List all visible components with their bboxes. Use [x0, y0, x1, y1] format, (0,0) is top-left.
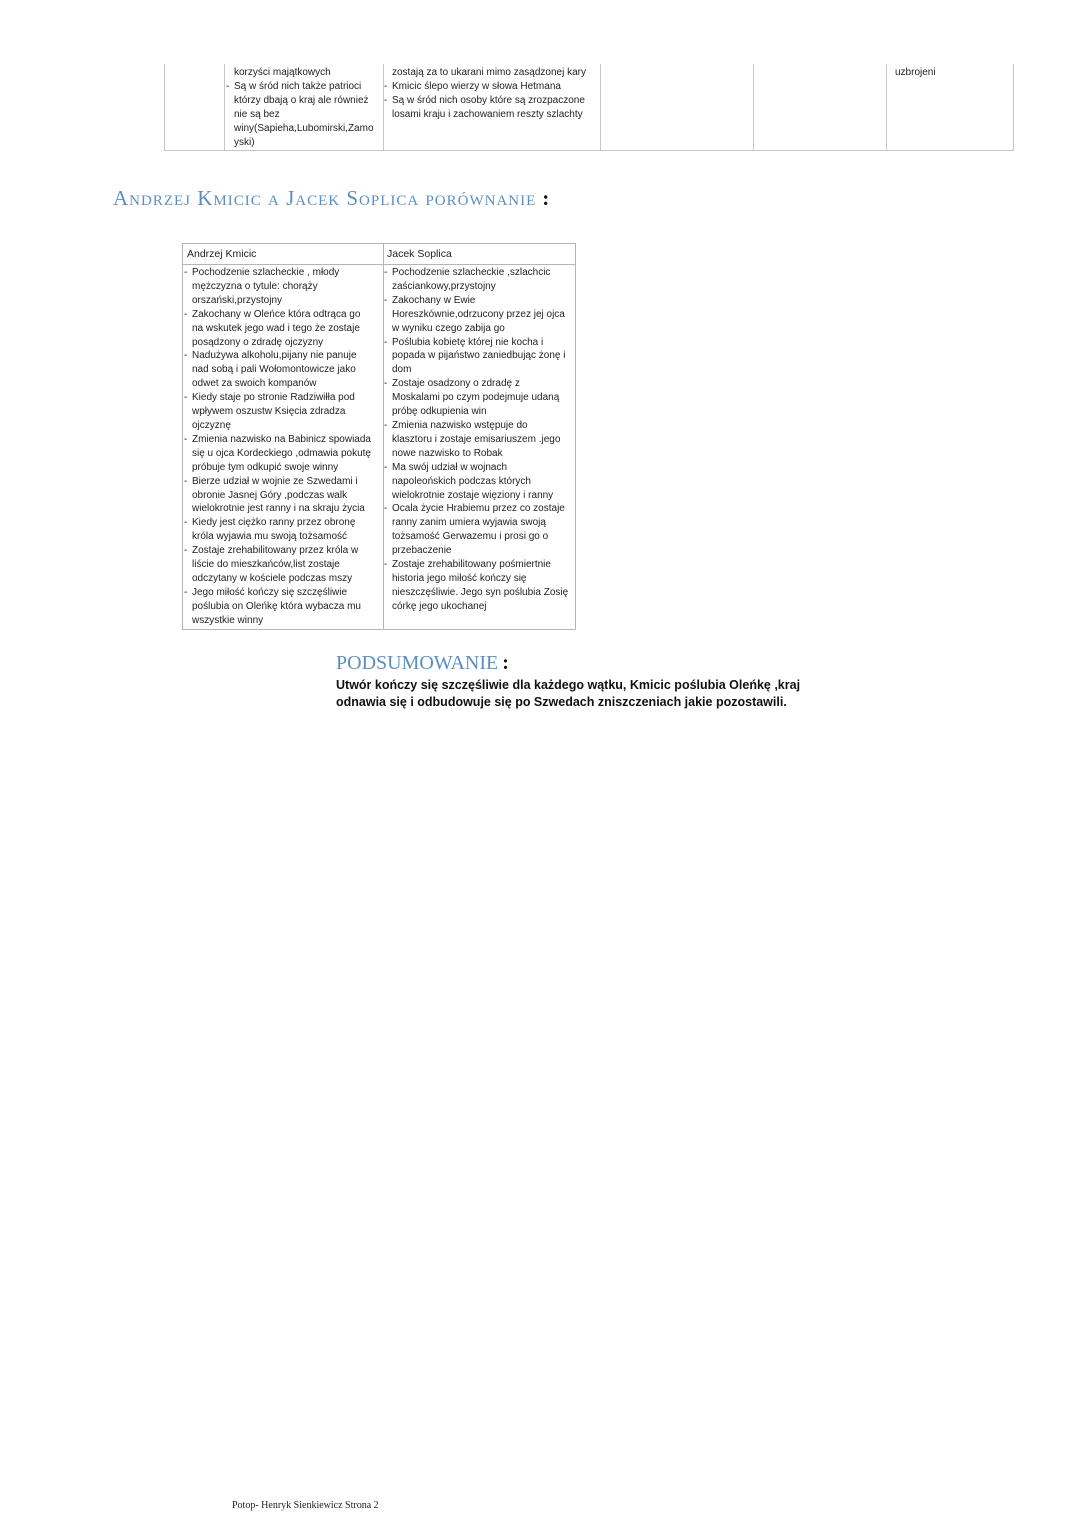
list-item: - Ocala życie Hrabiemu przez co zostaje [386, 502, 576, 516]
list-item: - Zmienia nazwisko wstępuje do [386, 419, 576, 433]
list-item: którzy dbają o kraj ale również [234, 95, 369, 106]
list-item: próbuje tym odkupić swoje winny [192, 461, 339, 473]
list-item: - Kiedy jest ciężko ranny przez obronę [186, 516, 382, 530]
list-item: córkę jego ukochanej [392, 600, 487, 612]
list-item: liście do mieszkańców,list zostaje [192, 559, 340, 571]
list-item: odwet za swoich kompanów [192, 378, 317, 390]
list-item: - Kiedy staje po stronie Radziwiłła pod [186, 391, 382, 405]
continuation-cell-f-text: uzbrojeni [895, 67, 936, 78]
list-item: próbę odkupienia win [392, 406, 487, 418]
list-item: - Są w śród nich osoby które są zrozpaczone [386, 94, 600, 108]
list-item: poślubia on Oleńkę która wybacza mu [192, 600, 361, 612]
header-kmicic: Andrzej Kmicic [187, 248, 257, 260]
list-item: tożsamość Gerwazemu i prosi go o [392, 531, 549, 543]
list-item: wielokrotnie jest ranny i na skraju życia [192, 503, 365, 515]
list-item: nie są bez [234, 109, 280, 120]
continuation-table [164, 64, 1014, 151]
list-item: orszański,przystojny [192, 294, 283, 306]
list-item: obronie Jasnej Góry ,podczas walk [192, 489, 348, 501]
list-item: przebaczenie [392, 545, 452, 557]
list-item: - Pochodzenie szlacheckie , młody [186, 266, 382, 280]
header-soplica: Jacek Soplica [387, 248, 452, 260]
page-footer: Potop- Henryk Sienkiewicz Strona 2 [232, 1500, 379, 1511]
list-item: ranny zanim umiera wyjawia swoją [392, 517, 546, 529]
list-item: - Pochodzenie szlacheckie ,szlachcic [386, 266, 576, 280]
list-item: Moskalami po czym podejmuje udaną [392, 392, 560, 404]
kmicic-traits-list [186, 266, 382, 628]
list-item: - Zostaje zrehabilitowany pośmiertnie [386, 558, 576, 572]
list-item: Horeszkównie,odrzucony przez jej ojca [392, 308, 565, 320]
list-item: wszystkie winny [192, 614, 264, 626]
column-kmicic [186, 266, 382, 628]
list-item: zaściankowy,przystojny [392, 280, 496, 292]
list-item: wpływem oszustw Księcia zdradza [192, 406, 346, 418]
comparison-heading [113, 186, 550, 211]
list-item: na wskutek jego wad i tego że zostaje [192, 322, 360, 334]
list-item: - Zostaje osadzony o zdradę z [386, 377, 576, 391]
list-item: mężczyzna o tytule: chorąży [192, 280, 318, 292]
list-item: - Ma swój udział w wojnach [386, 461, 576, 475]
heading-colon: : [542, 186, 551, 210]
list-item: wielokrotnie zostaje więziony i ranny [392, 489, 554, 501]
list-item: korzyści majątkowych [234, 67, 331, 78]
list-item: - Zakochany w Oleńce która odtrąca go [186, 308, 382, 322]
continuation-cell-b [228, 66, 382, 150]
continuation-list-c [386, 66, 600, 122]
list-item: odczytany w kościele podczas mszy [192, 572, 353, 584]
list-item: nieszczęśliwie. Jego syn poślubia Zosię [392, 586, 569, 598]
list-item: popada w pijaństwo zaniedbując żonę i [392, 350, 566, 362]
column-soplica [386, 266, 576, 614]
list-item: - Kmicic ślepo wierzy w słowa Hetmana [386, 80, 600, 94]
list-item: dom [392, 364, 412, 376]
list-item: klasztoru i zostaje emisariuszem .jego [392, 433, 561, 445]
list-item: się u ojca Kordeckiego ,odmawia pokutę [192, 447, 371, 459]
list-item: - Zostaje zrehabilitowany przez króla w [186, 544, 382, 558]
comparison-table [182, 243, 576, 630]
list-item: yski) [234, 137, 255, 148]
summary-text: Utwór kończy się szczęśliwie dla każdego wątku, Kmicic poślubia Oleńkę ,kraj odnawia się i odbudowuje się po Szwedach zniszczeniach jakie pozostawili. [336, 678, 801, 709]
list-item: zostają za to ukarani mimo zasądzonej kary [392, 67, 586, 78]
summary-title [336, 652, 509, 675]
list-item: nowe nazwisko to Robak [392, 447, 503, 459]
list-item: - Są w śród nich także patrioci [228, 80, 382, 94]
list-item: nad sobą i pali Wołomontowicze jako [192, 364, 356, 376]
comparison-heading-text: Andrzej Kmicic a Jacek Soplica porównanie [113, 186, 537, 210]
list-item: w wyniku czego zabija go [392, 322, 505, 334]
list-item: losami kraju i zachowaniem reszty szlachty [392, 109, 583, 120]
summary-title-text: PODSUMOWANIE [336, 652, 499, 674]
list-item: króla wyjawia mu swoją tożsamość [192, 531, 348, 543]
summary-colon: : [502, 652, 509, 674]
continuation-cell-c [386, 66, 600, 122]
list-item: - Jego miłość kończy się szczęśliwie [186, 586, 382, 600]
list-item: - Poślubia kobietę której nie kocha i [386, 336, 576, 350]
list-item: winy(Sapieha,Lubomirski,Zamo [234, 123, 374, 134]
list-item: - Bierze udział w wojnie ze Szwedami i [186, 475, 382, 489]
list-item: posądzony o zdradę ojczyzny [192, 336, 324, 348]
list-item: - Zakochany w Ewie [386, 294, 576, 308]
continuation-cell-f [895, 66, 1005, 80]
list-item: ojczyznę [192, 419, 231, 431]
list-item: napoleońskich podczas których [392, 475, 531, 487]
soplica-traits-list [386, 266, 576, 614]
continuation-list-b [228, 66, 382, 150]
list-item: historia jego miłość kończy się [392, 572, 527, 584]
list-item: - Nadużywa alkoholu,pijany nie panuje [186, 349, 382, 363]
list-item: - Zmienia nazwisko na Babinicz spowiada [186, 433, 382, 447]
